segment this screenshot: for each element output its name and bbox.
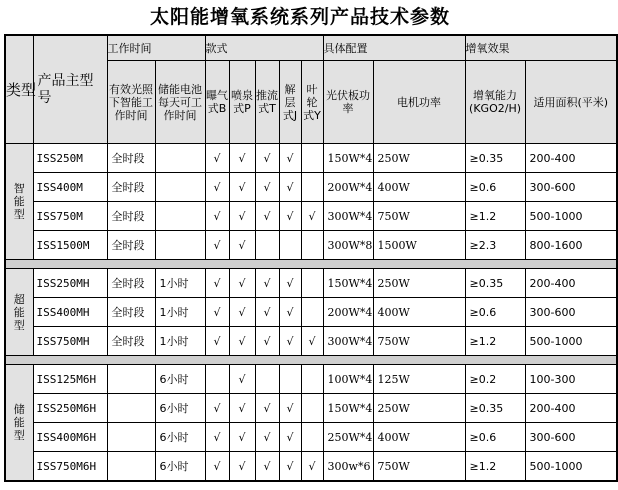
type-cell — [5, 144, 33, 260]
smart-time-cell: 全时段 — [107, 202, 155, 231]
style-check-aeration: √ — [205, 327, 229, 356]
style-check-aeration: √ — [205, 298, 229, 327]
battery-time-cell — [155, 173, 205, 202]
style-check-destratify — [279, 365, 301, 394]
pv-power-cell: 250W*4 — [323, 423, 373, 452]
capacity-cell: ≥0.35 — [465, 269, 525, 298]
smart-time-cell: 全时段 — [107, 144, 155, 173]
spec-table — [4, 34, 618, 482]
style-check-fountain: √ — [229, 173, 255, 202]
area-cell: 300-600 — [525, 423, 617, 452]
type-label: 智能型 — [13, 182, 25, 221]
style-pushflow: 推流式T — [255, 61, 279, 144]
style-check-aeration: √ — [205, 144, 229, 173]
motor-power-cell: 250W — [373, 394, 465, 423]
style-destratify: 解层式J — [279, 61, 301, 144]
style-check-pushflow: √ — [255, 269, 279, 298]
capacity-cell: ≥1.2 — [465, 452, 525, 482]
style-check-impeller — [301, 298, 323, 327]
motor-power-cell: 750W — [373, 452, 465, 482]
model-cell: ISS750M6H — [33, 452, 107, 482]
style-check-fountain: √ — [229, 231, 255, 260]
pv-power-cell: 300w*6 — [323, 452, 373, 482]
pv-power-cell: 150W*4 — [323, 394, 373, 423]
header-row-1 — [5, 35, 617, 61]
style-check-impeller: √ — [301, 327, 323, 356]
table-row — [5, 394, 617, 423]
work-time-sub-1: 有效光照下智能工作时间 — [107, 61, 155, 144]
style-check-destratify: √ — [279, 144, 301, 173]
style-check-impeller — [301, 269, 323, 298]
style-check-impeller — [301, 365, 323, 394]
motor-power-cell: 400W — [373, 423, 465, 452]
model-header: 产品主型号 — [33, 35, 107, 144]
style-check-aeration: √ — [205, 269, 229, 298]
battery-time-cell: 6小时 — [155, 452, 205, 482]
area-cell: 200-400 — [525, 144, 617, 173]
capacity-cell: ≥1.2 — [465, 202, 525, 231]
style-check-aeration: √ — [205, 173, 229, 202]
style-check-pushflow: √ — [255, 423, 279, 452]
table-row — [5, 452, 617, 482]
battery-time-cell: 6小时 — [155, 394, 205, 423]
model-cell: ISS750M — [33, 202, 107, 231]
style-check-impeller — [301, 423, 323, 452]
smart-time-cell: 全时段 — [107, 269, 155, 298]
model-cell: ISS1500M — [33, 231, 107, 260]
area-cell: 300-600 — [525, 173, 617, 202]
smart-time-cell — [107, 452, 155, 482]
capacity-cell: ≥2.3 — [465, 231, 525, 260]
motor-power-header: 电机功率 — [373, 61, 465, 144]
style-check-pushflow — [255, 365, 279, 394]
style-check-impeller — [301, 173, 323, 202]
capacity-cell: ≥1.2 — [465, 327, 525, 356]
style-check-destratify: √ — [279, 327, 301, 356]
style-impeller: 叶轮式Y — [301, 61, 323, 144]
area-header: 适用面积(平米) — [525, 61, 617, 144]
style-check-destratify: √ — [279, 394, 301, 423]
type-cell — [5, 269, 33, 356]
battery-time-cell: 1小时 — [155, 269, 205, 298]
capacity-cell: ≥0.6 — [465, 298, 525, 327]
type-cell — [5, 365, 33, 482]
style-header: 款式 — [205, 35, 323, 61]
style-check-destratify: √ — [279, 298, 301, 327]
model-cell: ISS400M — [33, 173, 107, 202]
style-check-pushflow: √ — [255, 173, 279, 202]
style-check-fountain: √ — [229, 298, 255, 327]
motor-power-cell: 125W — [373, 365, 465, 394]
style-fountain: 喷泉式P — [229, 61, 255, 144]
style-check-destratify: √ — [279, 423, 301, 452]
smart-time-cell — [107, 423, 155, 452]
smart-time-cell: 全时段 — [107, 231, 155, 260]
area-cell: 200-400 — [525, 394, 617, 423]
style-check-fountain: √ — [229, 365, 255, 394]
motor-power-cell: 250W — [373, 269, 465, 298]
work-time-sub-2: 储能电池每天可工作时间 — [155, 61, 205, 144]
smart-time-cell — [107, 365, 155, 394]
table-row — [5, 173, 617, 202]
style-check-destratify — [279, 231, 301, 260]
style-check-pushflow: √ — [255, 144, 279, 173]
style-check-destratify: √ — [279, 173, 301, 202]
page-title: 太阳能增氧系统系列产品技术参数 — [149, 6, 450, 28]
area-cell: 100-300 — [525, 365, 617, 394]
pv-power-header: 光伏板功率 — [323, 61, 373, 144]
style-check-pushflow: √ — [255, 452, 279, 482]
model-cell: ISS250M6H — [33, 394, 107, 423]
motor-power-cell: 750W — [373, 327, 465, 356]
style-check-impeller — [301, 394, 323, 423]
pv-power-cell: 150W*4 — [323, 144, 373, 173]
style-check-impeller — [301, 144, 323, 173]
model-cell: ISS250M — [33, 144, 107, 173]
area-cell: 500-1000 — [525, 202, 617, 231]
style-check-impeller: √ — [301, 202, 323, 231]
config-header: 具体配置 — [323, 35, 465, 61]
style-check-fountain: √ — [229, 327, 255, 356]
style-check-aeration: √ — [205, 452, 229, 482]
pv-power-cell: 300W*4 — [323, 202, 373, 231]
area-cell: 500-1000 — [525, 327, 617, 356]
type-label: 超能型 — [13, 292, 25, 332]
style-check-fountain: √ — [229, 269, 255, 298]
model-cell: ISS250MH — [33, 269, 107, 298]
capacity-cell: ≥0.35 — [465, 144, 525, 173]
battery-time-cell: 1小时 — [155, 298, 205, 327]
battery-time-cell: 6小时 — [155, 423, 205, 452]
style-check-aeration — [205, 365, 229, 394]
motor-power-cell: 750W — [373, 202, 465, 231]
table-row — [5, 231, 617, 260]
area-cell: 300-600 — [525, 298, 617, 327]
pv-power-cell: 200W*4 — [323, 298, 373, 327]
smart-time-cell: 全时段 — [107, 173, 155, 202]
capacity-header: 增氧能力(KGO2/H) — [465, 61, 525, 144]
separator-cell — [5, 260, 617, 269]
motor-power-cell: 1500W — [373, 231, 465, 260]
area-cell: 800-1600 — [525, 231, 617, 260]
pv-power-cell: 300W*8 — [323, 231, 373, 260]
style-check-aeration: √ — [205, 202, 229, 231]
pv-power-cell: 100W*4 — [323, 365, 373, 394]
battery-time-cell: 6小时 — [155, 365, 205, 394]
style-check-aeration: √ — [205, 231, 229, 260]
style-check-pushflow: √ — [255, 298, 279, 327]
style-check-fountain: √ — [229, 423, 255, 452]
battery-time-cell — [155, 202, 205, 231]
model-cell: ISS400M6H — [33, 423, 107, 452]
pv-power-cell: 200W*4 — [323, 173, 373, 202]
capacity-cell: ≥0.6 — [465, 423, 525, 452]
style-check-aeration: √ — [205, 394, 229, 423]
motor-power-cell: 400W — [373, 173, 465, 202]
table-row — [5, 269, 617, 298]
table-row — [5, 144, 617, 173]
motor-power-cell: 400W — [373, 298, 465, 327]
table-row — [5, 327, 617, 356]
style-check-pushflow: √ — [255, 394, 279, 423]
smart-time-cell — [107, 394, 155, 423]
style-check-destratify: √ — [279, 452, 301, 482]
group-separator — [5, 260, 617, 269]
table-row — [5, 298, 617, 327]
style-check-pushflow: √ — [255, 327, 279, 356]
pv-power-cell: 300W*4 — [323, 327, 373, 356]
area-cell: 500-1000 — [525, 452, 617, 482]
style-check-impeller: √ — [301, 452, 323, 482]
style-check-destratify: √ — [279, 269, 301, 298]
battery-time-cell: 1小时 — [155, 327, 205, 356]
group-separator — [5, 356, 617, 365]
pv-power-cell: 150W*4 — [323, 269, 373, 298]
table-row — [5, 365, 617, 394]
capacity-cell: ≥0.2 — [465, 365, 525, 394]
style-check-fountain: √ — [229, 452, 255, 482]
style-check-fountain: √ — [229, 144, 255, 173]
motor-power-cell: 250W — [373, 144, 465, 173]
battery-time-cell — [155, 231, 205, 260]
type-header: 类型 — [5, 35, 33, 144]
model-cell: ISS400MH — [33, 298, 107, 327]
table-row — [5, 423, 617, 452]
style-check-pushflow — [255, 231, 279, 260]
style-check-destratify: √ — [279, 202, 301, 231]
effect-header: 增氧效果 — [465, 35, 617, 61]
battery-time-cell — [155, 144, 205, 173]
capacity-cell: ≥0.35 — [465, 394, 525, 423]
separator-cell — [5, 356, 617, 365]
model-cell: ISS125M6H — [33, 365, 107, 394]
work-time-header: 工作时间 — [107, 35, 205, 61]
style-check-pushflow: √ — [255, 202, 279, 231]
capacity-cell: ≥0.6 — [465, 173, 525, 202]
table-row — [5, 202, 617, 231]
style-check-fountain: √ — [229, 394, 255, 423]
smart-time-cell: 全时段 — [107, 327, 155, 356]
style-check-impeller — [301, 231, 323, 260]
style-check-fountain: √ — [229, 202, 255, 231]
style-aeration: 曝气式B — [205, 61, 229, 144]
area-cell: 200-400 — [525, 269, 617, 298]
smart-time-cell: 全时段 — [107, 298, 155, 327]
model-cell: ISS750MH — [33, 327, 107, 356]
style-check-aeration: √ — [205, 423, 229, 452]
type-label: 储能型 — [13, 403, 25, 442]
